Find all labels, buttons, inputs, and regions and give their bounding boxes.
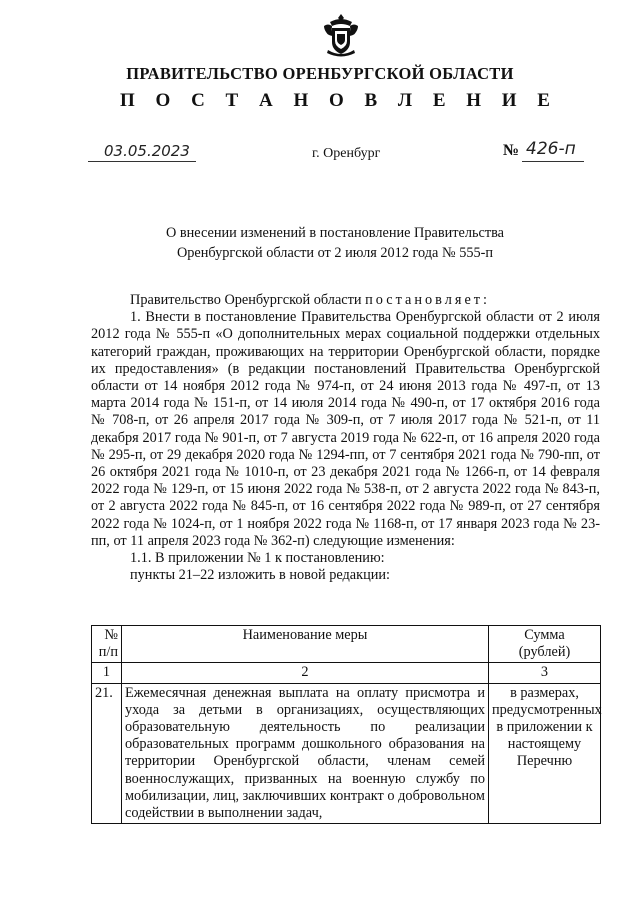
organization-title: ПРАВИТЕЛЬСТВО ОРЕНБУРГСКОЙ ОБЛАСТИ bbox=[126, 64, 514, 83]
measures-table bbox=[91, 625, 601, 824]
intro-spaced-word: постановляет: bbox=[365, 292, 491, 308]
header-num-line-1: № bbox=[104, 627, 118, 643]
column-number: 1 bbox=[92, 663, 122, 683]
document-date: 03.05.2023 bbox=[104, 142, 190, 160]
number-underline bbox=[522, 161, 584, 162]
subject-line-1: О внесении изменений в постановление Правительства bbox=[165, 225, 505, 241]
coat-of-arms-icon bbox=[322, 12, 360, 58]
number-label: № bbox=[503, 142, 520, 159]
table-row bbox=[92, 683, 601, 824]
row-measure-name: Ежемесячная денежная выплата на оплату присмотра и ухода за детьми в организациях, осуществляющих образовательную деятельность по реализации образовательных программ дошкольного образования на территории Оренбургской области, членам семей военнослужащих, призванных на военную службу по мобилизации, лиц, заключивших контракт о добровольном содействии в выполнении задач, bbox=[122, 683, 489, 824]
header-num-line-2: п/п bbox=[98, 644, 118, 661]
header-sum-line-2: (рублей) bbox=[518, 644, 571, 661]
column-number: 2 bbox=[122, 663, 489, 683]
column-number-row bbox=[92, 663, 601, 683]
intro-prefix: Правительство Оренбургской области bbox=[130, 292, 366, 308]
document-subject bbox=[100, 223, 570, 263]
column-number: 3 bbox=[489, 663, 601, 683]
item-1-paragraph: 1. Внести в постановление Правительства Оренбургской области от 2 июля 2012 года № 555-п «О дополнительных мерах социальной поддержки отдельных категорий граждан, проживающих на территории Оренбургской области, порядке их предоставления» (в редакции постановлений Правительства Оренбургской области от 14 ноября 2012 года № 974-п, от 24 июня 2013 года № 497-п, от 13 марта 2014 года № 151-п, от 14 июля 2014 года № 490-п, от 17 октября 2016 года № 708-п, от 26 апреля 2017 года № 309-п, от 7 июля 2017 года № 521-п, от 11 декабря 2017 года № 901-п, от 7 августа 2019 года № 622-п, от 16 апреля 2020 года № 295-п, от 29 декабря 2020 года № 1294-пп, от 7 сентября 2021 года № 790-пп, от 26 октября 2021 года № 1010-п, от 23 декабря 2021 года № 1266-п, от 14 февраля 2022 года № 129-п, от 15 июня 2022 года № 538-п, от 2 августа 2022 года № 843-п, от 2 августа 2022 года № 845-п, от 16 сентября 2022 года № 989-п, от 27 сентября 2022 года № 1024-п, от 1 ноября 2022 года № 1168-п, от 17 января 2023 года № 23-пп, от 11 апреля 2023 года № 362-п) следующие изменения: bbox=[91, 309, 600, 549]
document-body bbox=[91, 292, 600, 584]
document-city: г. Оренбург bbox=[312, 146, 381, 161]
row-sum: в размерах, предусмотренных в приложении к настоящему Перечню bbox=[489, 683, 601, 824]
row-number: 21. bbox=[92, 683, 122, 824]
intro-paragraph bbox=[91, 292, 600, 309]
header-name: Наименование меры bbox=[122, 626, 489, 663]
date-underline bbox=[88, 161, 196, 162]
subject-line-2: Оренбургской области от 2 июля 2012 года № 555-п bbox=[176, 245, 494, 261]
table-header-row bbox=[92, 626, 601, 663]
item-1-1-paragraph: 1.1. В приложении № 1 к постановлению: bbox=[130, 550, 385, 567]
document-number: 426-п bbox=[526, 139, 576, 159]
points-paragraph: пункты 21–22 изложить в новой редакции: bbox=[130, 567, 390, 584]
header-sum bbox=[489, 626, 601, 663]
header-num bbox=[92, 626, 122, 663]
document-type-title: П О С Т А Н О В Л Е Н И Е bbox=[120, 90, 558, 111]
header-sum-line-1: Сумма bbox=[524, 627, 565, 643]
